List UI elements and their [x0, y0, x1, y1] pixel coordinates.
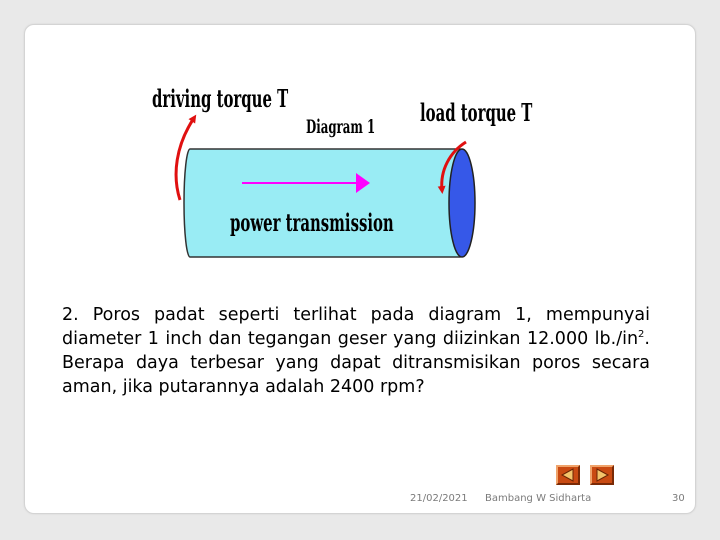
triangle-left-icon — [558, 467, 578, 483]
problem-statement — [62, 303, 650, 399]
driving-torque-label: driving torque T — [152, 84, 289, 113]
shaft-cylinder — [184, 149, 474, 257]
problem-text-1: 2. Poros padat seperti terlihat pada diagram 1, mempunyai diameter 1 inch dan tegangan geser yang diizinkan 12.000 lb./in — [62, 305, 650, 349]
shaft-end-face — [449, 149, 475, 257]
page-number: 30 — [672, 493, 685, 504]
previous-slide-button[interactable] — [556, 465, 580, 485]
triangle-right-icon — [592, 467, 612, 483]
power-transmission-label: power transmission — [230, 208, 394, 237]
next-slide-button[interactable] — [590, 465, 614, 485]
load-torque-label: load torque T — [420, 98, 533, 127]
footer-author: Bambang W Sidharta — [485, 493, 592, 504]
problem-superscript: 2 — [638, 329, 645, 340]
problem-text-2: . Berapa daya terbesar yang dapat ditransmisikan poros secara aman, jika putarannya adalah 2400 rpm? — [62, 329, 650, 397]
footer-date: 21/02/2021 — [410, 493, 468, 504]
diagram-label: Diagram 1 — [306, 116, 376, 138]
